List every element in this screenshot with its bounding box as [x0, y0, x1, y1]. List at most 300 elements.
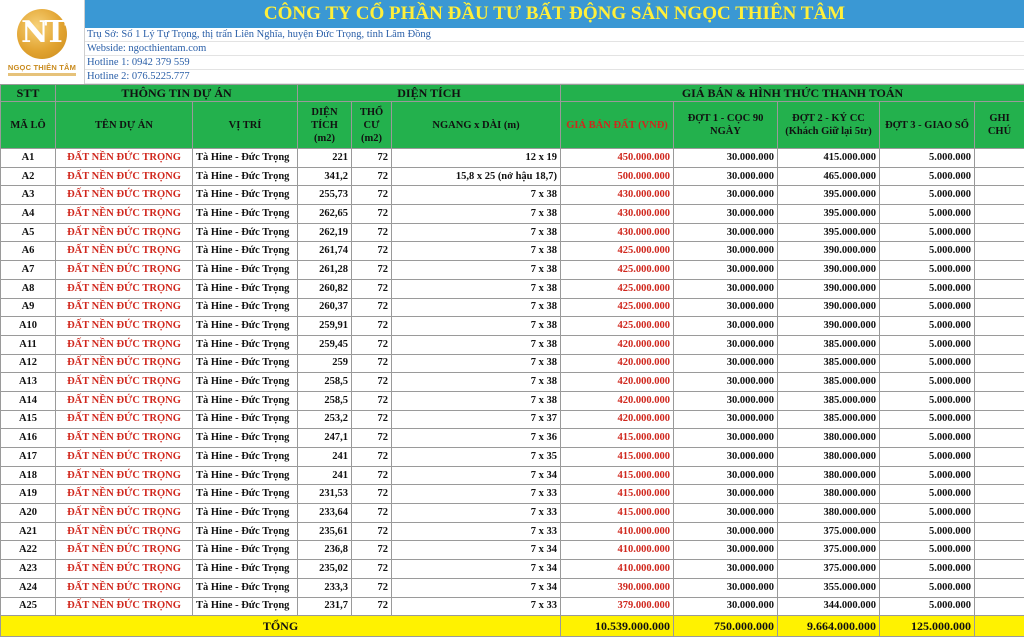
cell-phase1: 30.000.000: [674, 429, 778, 448]
cell-land-price: 425.000.000: [561, 317, 674, 336]
cell-project-name: ĐẤT NỀN ĐỨC TRỌNG: [56, 597, 193, 616]
cell-dims: 7 x 33: [392, 597, 561, 616]
cell-phase3: 5.000.000: [880, 242, 975, 261]
cell-phase3: 5.000.000: [880, 466, 975, 485]
cell-dims: 12 x 19: [392, 149, 561, 168]
cell-location: Tà Hine - Đức Trọng: [193, 597, 298, 616]
company-logo: [0, 0, 85, 84]
cell-lot: A21: [1, 522, 56, 541]
cell-phase2: 380.000.000: [778, 504, 880, 523]
cell-lot: A18: [1, 466, 56, 485]
cell-location: Tà Hine - Đức Trọng: [193, 317, 298, 336]
cell-land-price: 410.000.000: [561, 541, 674, 560]
company-hotline-1: Hotline 1: 0942 379 559: [85, 56, 1024, 70]
cell-location: Tà Hine - Đức Trọng: [193, 167, 298, 186]
logo-name: NGỌC THIÊN TÂM: [0, 63, 84, 72]
header-area: DIỆN TÍCH: [298, 85, 561, 102]
cell-land-price: 450.000.000: [561, 149, 674, 168]
cell-area: 235,61: [298, 522, 352, 541]
total-note: [975, 616, 1024, 637]
cell-note: [975, 504, 1024, 523]
cell-phase3: 5.000.000: [880, 186, 975, 205]
cell-land-price: 415.000.000: [561, 429, 674, 448]
cell-note: [975, 597, 1024, 616]
table-row: [1, 298, 1024, 317]
total-row: [1, 616, 1024, 637]
table-row: [1, 504, 1024, 523]
cell-phase1: 30.000.000: [674, 410, 778, 429]
cell-location: Tà Hine - Đức Trọng: [193, 373, 298, 392]
cell-location: Tà Hine - Đức Trọng: [193, 354, 298, 373]
cell-note: [975, 223, 1024, 242]
cell-dims: 15,8 x 25 (nở hậu 18,7): [392, 167, 561, 186]
cell-phase1: 30.000.000: [674, 448, 778, 467]
cell-project-name: ĐẤT NỀN ĐỨC TRỌNG: [56, 261, 193, 280]
cell-phase3: 5.000.000: [880, 560, 975, 579]
cell-residential: 72: [352, 560, 392, 579]
company-website: Webside: ngocthientam.com: [85, 42, 1024, 56]
header-project-name: TÊN DỰ ÁN: [56, 102, 193, 149]
cell-land-price: 420.000.000: [561, 410, 674, 429]
cell-residential: 72: [352, 317, 392, 336]
cell-phase3: 5.000.000: [880, 522, 975, 541]
cell-note: [975, 522, 1024, 541]
header-project-info: THÔNG TIN DỰ ÁN: [56, 85, 298, 102]
cell-area: 241: [298, 466, 352, 485]
table-row: [1, 597, 1024, 616]
cell-land-price: 410.000.000: [561, 522, 674, 541]
cell-location: Tà Hine - Đức Trọng: [193, 448, 298, 467]
cell-lot: A17: [1, 448, 56, 467]
cell-phase2: 415.000.000: [778, 149, 880, 168]
cell-location: Tà Hine - Đức Trọng: [193, 485, 298, 504]
table-row: [1, 167, 1024, 186]
cell-note: [975, 167, 1024, 186]
cell-note: [975, 335, 1024, 354]
cell-area: 261,28: [298, 261, 352, 280]
cell-dims: 7 x 34: [392, 578, 561, 597]
page-header: [0, 0, 1024, 84]
cell-land-price: 420.000.000: [561, 335, 674, 354]
cell-residential: 72: [352, 504, 392, 523]
cell-area: 255,73: [298, 186, 352, 205]
cell-project-name: ĐẤT NỀN ĐỨC TRỌNG: [56, 279, 193, 298]
cell-phase3: 5.000.000: [880, 149, 975, 168]
cell-dims: 7 x 38: [392, 391, 561, 410]
cell-dims: 7 x 38: [392, 354, 561, 373]
table-row: [1, 485, 1024, 504]
cell-phase3: 5.000.000: [880, 597, 975, 616]
cell-phase2: 385.000.000: [778, 335, 880, 354]
cell-phase2: 380.000.000: [778, 429, 880, 448]
cell-land-price: 425.000.000: [561, 279, 674, 298]
cell-residential: 72: [352, 261, 392, 280]
header-location: VỊ TRÍ: [193, 102, 298, 149]
header-stt: STT: [1, 85, 56, 102]
cell-area: 341,2: [298, 167, 352, 186]
cell-phase2: 390.000.000: [778, 317, 880, 336]
cell-dims: 7 x 38: [392, 205, 561, 224]
cell-dims: 7 x 38: [392, 242, 561, 261]
cell-dims: 7 x 38: [392, 186, 561, 205]
cell-note: [975, 242, 1024, 261]
cell-phase1: 30.000.000: [674, 317, 778, 336]
cell-project-name: ĐẤT NỀN ĐỨC TRỌNG: [56, 429, 193, 448]
cell-location: Tà Hine - Đức Trọng: [193, 578, 298, 597]
cell-land-price: 425.000.000: [561, 261, 674, 280]
cell-phase3: 5.000.000: [880, 541, 975, 560]
logo-monogram: NT: [17, 16, 67, 50]
cell-lot: A3: [1, 186, 56, 205]
cell-location: Tà Hine - Đức Trọng: [193, 541, 298, 560]
header-phase2: ĐỢT 2 - KÝ CC (Khách Giữ lại 5tr): [778, 102, 880, 149]
cell-note: [975, 186, 1024, 205]
cell-phase1: 30.000.000: [674, 335, 778, 354]
cell-lot: A8: [1, 279, 56, 298]
cell-dims: 7 x 37: [392, 410, 561, 429]
cell-project-name: ĐẤT NỀN ĐỨC TRỌNG: [56, 335, 193, 354]
cell-project-name: ĐẤT NỀN ĐỨC TRỌNG: [56, 541, 193, 560]
cell-lot: A1: [1, 149, 56, 168]
cell-area: 231,7: [298, 597, 352, 616]
cell-project-name: ĐẤT NỀN ĐỨC TRỌNG: [56, 317, 193, 336]
cell-location: Tà Hine - Đức Trọng: [193, 335, 298, 354]
cell-location: Tà Hine - Đức Trọng: [193, 279, 298, 298]
price-table-container: [0, 84, 1024, 637]
cell-land-price: 415.000.000: [561, 504, 674, 523]
cell-land-price: 420.000.000: [561, 391, 674, 410]
table-row: [1, 223, 1024, 242]
cell-project-name: ĐẤT NỀN ĐỨC TRỌNG: [56, 466, 193, 485]
cell-phase1: 30.000.000: [674, 578, 778, 597]
cell-land-price: 415.000.000: [561, 466, 674, 485]
cell-project-name: ĐẤT NỀN ĐỨC TRỌNG: [56, 578, 193, 597]
cell-area: 262,65: [298, 205, 352, 224]
table-row: [1, 466, 1024, 485]
table-row: [1, 410, 1024, 429]
cell-lot: A11: [1, 335, 56, 354]
cell-phase2: 385.000.000: [778, 354, 880, 373]
cell-phase3: 5.000.000: [880, 578, 975, 597]
cell-lot: A25: [1, 597, 56, 616]
cell-lot: A9: [1, 298, 56, 317]
cell-project-name: ĐẤT NỀN ĐỨC TRỌNG: [56, 167, 193, 186]
cell-note: [975, 354, 1024, 373]
cell-lot: A22: [1, 541, 56, 560]
cell-phase3: 5.000.000: [880, 373, 975, 392]
cell-dims: 7 x 34: [392, 466, 561, 485]
price-table: [0, 84, 1024, 637]
header-note: GHI CHÚ: [975, 102, 1024, 149]
cell-residential: 72: [352, 485, 392, 504]
cell-land-price: 425.000.000: [561, 242, 674, 261]
cell-dims: 7 x 38: [392, 373, 561, 392]
cell-phase2: 344.000.000: [778, 597, 880, 616]
cell-phase2: 390.000.000: [778, 242, 880, 261]
cell-project-name: ĐẤT NỀN ĐỨC TRỌNG: [56, 205, 193, 224]
table-row: [1, 186, 1024, 205]
cell-project-name: ĐẤT NỀN ĐỨC TRỌNG: [56, 448, 193, 467]
table-row: [1, 448, 1024, 467]
cell-note: [975, 410, 1024, 429]
cell-location: Tà Hine - Đức Trọng: [193, 429, 298, 448]
cell-location: Tà Hine - Đức Trọng: [193, 466, 298, 485]
cell-land-price: 420.000.000: [561, 354, 674, 373]
cell-location: Tà Hine - Đức Trọng: [193, 261, 298, 280]
cell-phase1: 30.000.000: [674, 466, 778, 485]
total-label: TỔNG: [1, 616, 561, 637]
cell-phase1: 30.000.000: [674, 149, 778, 168]
cell-dims: 7 x 34: [392, 541, 561, 560]
cell-note: [975, 541, 1024, 560]
cell-area: 247,1: [298, 429, 352, 448]
cell-project-name: ĐẤT NỀN ĐỨC TRỌNG: [56, 391, 193, 410]
cell-residential: 72: [352, 597, 392, 616]
cell-dims: 7 x 33: [392, 504, 561, 523]
cell-dims: 7 x 33: [392, 522, 561, 541]
cell-project-name: ĐẤT NỀN ĐỨC TRỌNG: [56, 410, 193, 429]
cell-dims: 7 x 38: [392, 279, 561, 298]
cell-phase1: 30.000.000: [674, 242, 778, 261]
cell-project-name: ĐẤT NỀN ĐỨC TRỌNG: [56, 485, 193, 504]
cell-phase1: 30.000.000: [674, 186, 778, 205]
cell-phase3: 5.000.000: [880, 317, 975, 336]
table-body: [1, 149, 1024, 616]
cell-area: 221: [298, 149, 352, 168]
cell-phase3: 5.000.000: [880, 504, 975, 523]
cell-project-name: ĐẤT NỀN ĐỨC TRỌNG: [56, 186, 193, 205]
cell-phase1: 30.000.000: [674, 167, 778, 186]
cell-phase3: 5.000.000: [880, 223, 975, 242]
cell-lot: A16: [1, 429, 56, 448]
cell-note: [975, 448, 1024, 467]
table-row: [1, 522, 1024, 541]
table-row: [1, 391, 1024, 410]
cell-lot: A24: [1, 578, 56, 597]
cell-note: [975, 279, 1024, 298]
cell-phase1: 30.000.000: [674, 354, 778, 373]
company-title: CÔNG TY CỔ PHẦN ĐẦU TƯ BẤT ĐỘNG SẢN NGỌC THIÊN TÂM: [85, 0, 1024, 28]
cell-phase2: 385.000.000: [778, 410, 880, 429]
cell-phase3: 5.000.000: [880, 279, 975, 298]
cell-note: [975, 391, 1024, 410]
cell-location: Tà Hine - Đức Trọng: [193, 149, 298, 168]
cell-phase2: 375.000.000: [778, 541, 880, 560]
cell-phase2: 395.000.000: [778, 186, 880, 205]
cell-lot: A19: [1, 485, 56, 504]
cell-dims: 7 x 38: [392, 317, 561, 336]
company-hotline-2: Hotline 2: 076.5225.777: [85, 70, 1024, 84]
company-address: Trụ Sở: Số 1 Lý Tự Trọng, thị trấn Liên Nghĩa, huyện Đức Trọng, tỉnh Lâm Đồng: [85, 28, 1024, 42]
cell-residential: 72: [352, 578, 392, 597]
cell-phase1: 30.000.000: [674, 597, 778, 616]
cell-location: Tà Hine - Đức Trọng: [193, 223, 298, 242]
total-phase3: 125.000.000: [880, 616, 975, 637]
cell-phase2: 390.000.000: [778, 298, 880, 317]
cell-phase2: 380.000.000: [778, 448, 880, 467]
header-row-1: [1, 85, 1024, 102]
table-row: [1, 279, 1024, 298]
cell-note: [975, 317, 1024, 336]
total-phase2: 9.664.000.000: [778, 616, 880, 637]
cell-land-price: 425.000.000: [561, 298, 674, 317]
cell-note: [975, 261, 1024, 280]
cell-phase1: 30.000.000: [674, 522, 778, 541]
header-lot: MÃ LÔ: [1, 102, 56, 149]
cell-area: 233,3: [298, 578, 352, 597]
cell-phase1: 30.000.000: [674, 298, 778, 317]
cell-lot: A12: [1, 354, 56, 373]
cell-location: Tà Hine - Đức Trọng: [193, 410, 298, 429]
cell-area: 233,64: [298, 504, 352, 523]
cell-residential: 72: [352, 373, 392, 392]
cell-phase2: 385.000.000: [778, 373, 880, 392]
cell-note: [975, 205, 1024, 224]
cell-area: 260,82: [298, 279, 352, 298]
cell-note: [975, 149, 1024, 168]
cell-area: 253,2: [298, 410, 352, 429]
cell-phase1: 30.000.000: [674, 541, 778, 560]
cell-phase3: 5.000.000: [880, 298, 975, 317]
cell-lot: A10: [1, 317, 56, 336]
cell-land-price: 390.000.000: [561, 578, 674, 597]
cell-phase3: 5.000.000: [880, 429, 975, 448]
cell-land-price: 379.000.000: [561, 597, 674, 616]
cell-phase2: 390.000.000: [778, 279, 880, 298]
cell-phase2: 375.000.000: [778, 522, 880, 541]
cell-area: 258,5: [298, 391, 352, 410]
cell-phase2: 395.000.000: [778, 223, 880, 242]
cell-phase1: 30.000.000: [674, 279, 778, 298]
cell-location: Tà Hine - Đức Trọng: [193, 391, 298, 410]
cell-phase2: 380.000.000: [778, 485, 880, 504]
cell-phase3: 5.000.000: [880, 448, 975, 467]
cell-location: Tà Hine - Đức Trọng: [193, 560, 298, 579]
cell-land-price: 415.000.000: [561, 485, 674, 504]
header-price-payment: GIÁ BÁN & HÌNH THỨC THANH TOÁN: [561, 85, 1024, 102]
table-row: [1, 578, 1024, 597]
cell-residential: 72: [352, 205, 392, 224]
cell-residential: 72: [352, 354, 392, 373]
cell-phase1: 30.000.000: [674, 205, 778, 224]
header-row-2: [1, 102, 1024, 149]
cell-phase3: 5.000.000: [880, 485, 975, 504]
cell-project-name: ĐẤT NỀN ĐỨC TRỌNG: [56, 242, 193, 261]
cell-land-price: 430.000.000: [561, 205, 674, 224]
table-row: [1, 429, 1024, 448]
cell-phase2: 395.000.000: [778, 205, 880, 224]
cell-note: [975, 485, 1024, 504]
cell-phase1: 30.000.000: [674, 391, 778, 410]
cell-location: Tà Hine - Đức Trọng: [193, 298, 298, 317]
cell-area: 241: [298, 448, 352, 467]
total-phase1: 750.000.000: [674, 616, 778, 637]
table-row: [1, 335, 1024, 354]
cell-residential: 72: [352, 391, 392, 410]
cell-residential: 72: [352, 429, 392, 448]
cell-residential: 72: [352, 167, 392, 186]
cell-lot: A23: [1, 560, 56, 579]
cell-note: [975, 298, 1024, 317]
cell-dims: 7 x 38: [392, 223, 561, 242]
cell-area: 262,19: [298, 223, 352, 242]
cell-residential: 72: [352, 466, 392, 485]
cell-land-price: 500.000.000: [561, 167, 674, 186]
header-phase3: ĐỢT 3 - GIAO SỔ: [880, 102, 975, 149]
cell-residential: 72: [352, 298, 392, 317]
table-row: [1, 373, 1024, 392]
cell-residential: 72: [352, 522, 392, 541]
cell-phase3: 5.000.000: [880, 410, 975, 429]
header-phase1: ĐỢT 1 - CỌC 90 NGÀY: [674, 102, 778, 149]
cell-phase1: 30.000.000: [674, 560, 778, 579]
cell-note: [975, 578, 1024, 597]
cell-location: Tà Hine - Đức Trọng: [193, 504, 298, 523]
cell-project-name: ĐẤT NỀN ĐỨC TRỌNG: [56, 522, 193, 541]
table-row: [1, 149, 1024, 168]
total-land-price: 10.539.000.000: [561, 616, 674, 637]
cell-area: 260,37: [298, 298, 352, 317]
cell-lot: A7: [1, 261, 56, 280]
cell-project-name: ĐẤT NỀN ĐỨC TRỌNG: [56, 149, 193, 168]
logo-underline: [8, 73, 76, 76]
cell-note: [975, 373, 1024, 392]
cell-area: 259,45: [298, 335, 352, 354]
cell-dims: 7 x 34: [392, 560, 561, 579]
cell-phase2: 380.000.000: [778, 466, 880, 485]
cell-phase2: 385.000.000: [778, 391, 880, 410]
cell-phase1: 30.000.000: [674, 504, 778, 523]
cell-phase2: 375.000.000: [778, 560, 880, 579]
cell-land-price: 415.000.000: [561, 448, 674, 467]
cell-residential: 72: [352, 335, 392, 354]
cell-dims: 7 x 38: [392, 261, 561, 280]
cell-note: [975, 560, 1024, 579]
cell-land-price: 420.000.000: [561, 373, 674, 392]
cell-lot: A15: [1, 410, 56, 429]
cell-project-name: ĐẤT NỀN ĐỨC TRỌNG: [56, 354, 193, 373]
cell-area: 259,91: [298, 317, 352, 336]
cell-lot: A2: [1, 167, 56, 186]
cell-lot: A6: [1, 242, 56, 261]
cell-project-name: ĐẤT NỀN ĐỨC TRỌNG: [56, 373, 193, 392]
cell-phase3: 5.000.000: [880, 335, 975, 354]
cell-area: 231,53: [298, 485, 352, 504]
cell-phase3: 5.000.000: [880, 167, 975, 186]
cell-area: 259: [298, 354, 352, 373]
cell-phase3: 5.000.000: [880, 261, 975, 280]
cell-phase1: 30.000.000: [674, 373, 778, 392]
cell-dims: 7 x 33: [392, 485, 561, 504]
cell-phase1: 30.000.000: [674, 485, 778, 504]
cell-phase2: 465.000.000: [778, 167, 880, 186]
cell-area: 236,8: [298, 541, 352, 560]
cell-location: Tà Hine - Đức Trọng: [193, 242, 298, 261]
cell-phase2: 355.000.000: [778, 578, 880, 597]
cell-lot: A13: [1, 373, 56, 392]
cell-project-name: ĐẤT NỀN ĐỨC TRỌNG: [56, 298, 193, 317]
table-row: [1, 541, 1024, 560]
cell-location: Tà Hine - Đức Trọng: [193, 186, 298, 205]
cell-land-price: 430.000.000: [561, 186, 674, 205]
table-row: [1, 242, 1024, 261]
table-row: [1, 560, 1024, 579]
cell-phase1: 30.000.000: [674, 261, 778, 280]
table-row: [1, 205, 1024, 224]
table-row: [1, 354, 1024, 373]
header-land-price: GIÁ BÁN ĐẤT (VNĐ): [561, 102, 674, 149]
cell-dims: 7 x 36: [392, 429, 561, 448]
